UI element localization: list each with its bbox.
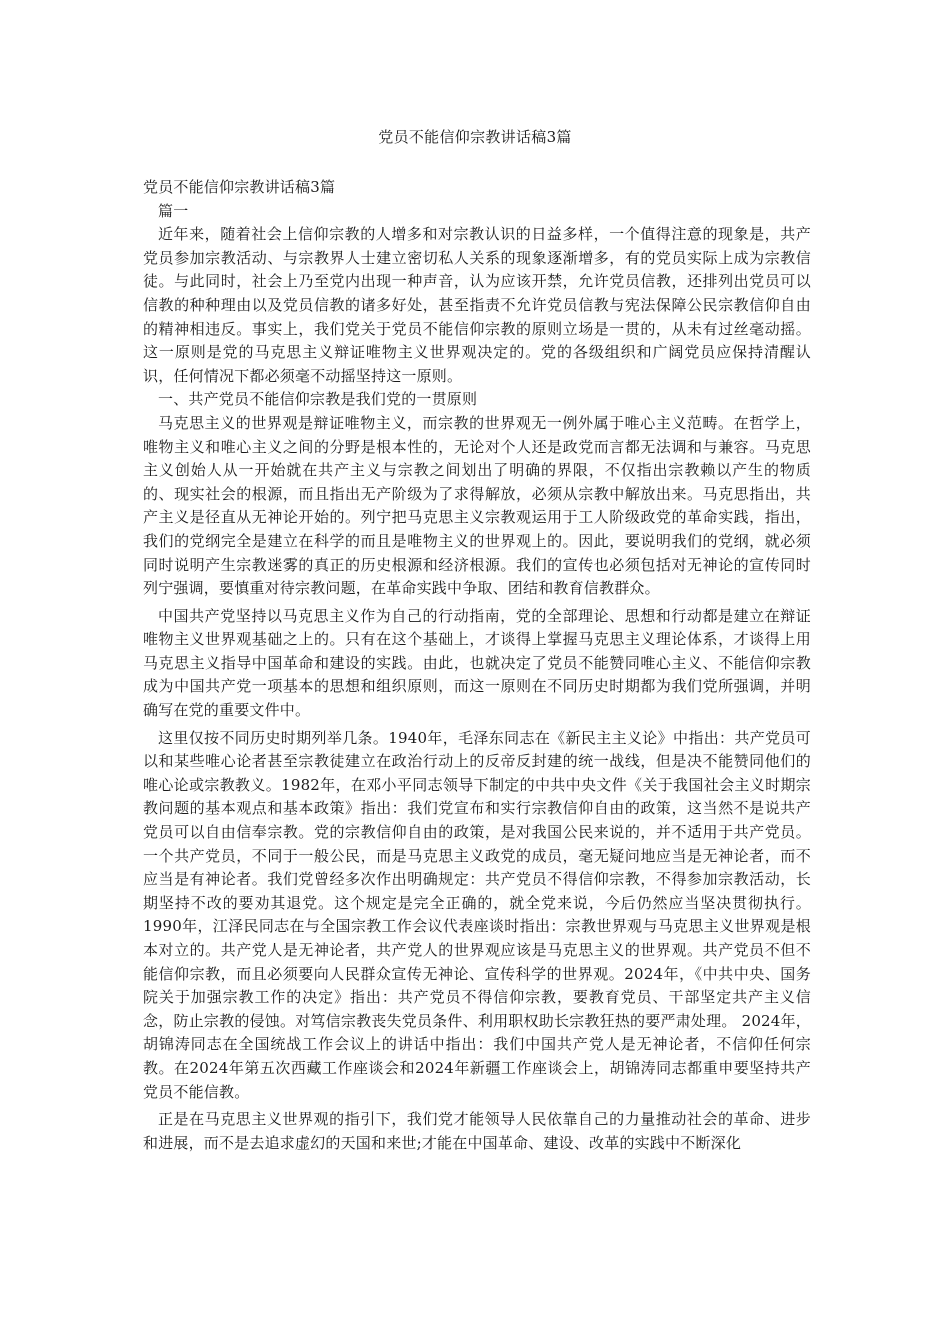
paragraph-party-guidance: 中国共产党坚持以马克思主义作为自己的行动指南，党的全部理论、思想和行动都是建立在辩证唯物主义世界观基础之上的。只有在这个基础上，才谈得上掌握马克思主义理论体系，才谈得上用马克思主义指导中国革命和建设的实践。由此，也就决定了党员不能赞同唯心主义、不能信仰宗教成为中国共产党一项基本的思想和组织原则，而这一原则在不同历史时期都为我们党所强调，并明确写在党的重要文件中。 — [143, 606, 811, 720]
section-heading: 一、共产党员不能信仰宗教是我们党的一贯原则 — [158, 390, 478, 409]
document-body — [143, 176, 811, 1155]
section-label: 篇一 — [158, 201, 189, 220]
document-title: 党员不能信仰宗教讲话稿3篇 — [378, 128, 572, 146]
document-subtitle: 党员不能信仰宗教讲话稿3篇 — [143, 178, 336, 196]
paragraph-history: 这里仅按不同历史时期列举几条。1940年，毛泽东同志在《新民主主义论》中指出：共产党员可以和某些唯心论者甚至宗教徒建立在政治行动上的反帝反封建的统一战线，但是决不能赞同他们的唯心论或宗教教义。1982年，在邓小平同志领导下制定的中共中央文件《关于我国社会主义时期宗教问题的基本观点和基本政策》指出：我们党宣布和实行宗教信仰自由的政策，这当然不是说共产党员可以自由信奉宗教。党的宗教信仰自由的政策，是对我国公民来说的，并不适用于共产党员。一个共产党员，不同于一般公民，而是马克思主义政党的成员，毫无疑问地应当是无神论者，而不应当是有神论者。我们党曾经多次作出明确规定：共产党员不得信仰宗教，不得参加宗教活动，长期坚持不改的要劝其退党。这个规定是完全正确的，就全党来说，今后仍然应当坚决贯彻执行。1990年，江泽民同志在与全国宗教工作会议代表座谈时指出：宗教世界观与马克思主义世界观是根本对立的。共产党人是无神论者，共产党人的世界观应该是马克思主义的世界观。共产党员不但不能信仰宗教，而且必须要向人民群众宣传无神论、宣传科学的世界观。2024年，《中共中央、国务院关于加强宗教工作的决定》指出：共产党员不得信仰宗教，要教育党员、干部坚定共产主义信念，防止宗教的侵蚀。对笃信宗教丧失党员条件、利用职权助长宗教狂热的要严肃处理。 2024年，胡锦涛同志在全国统战工作会议上的讲话中指出：我们中国共产党人是无神论者，不信仰任何宗教。在2024年第五次西藏工作座谈会和2024年新疆工作座谈会上，胡锦涛同志都重申要坚持共产党员不能信教。 — [143, 728, 811, 1101]
paragraph-conclusion: 正是在马克思主义世界观的指引下，我们党才能领导人民依靠自己的力量推动社会的革命、进步和进展，而不是去追求虚幻的天国和来世;才能在中国革命、建设、改革的实践中不断深化 — [143, 1110, 811, 1152]
paragraph-intro: 近年来，随着社会上信仰宗教的人增多和对宗教认识的日益多样，一个值得注意的现象是，共产党员参加宗教活动、与宗教界人士建立密切私人关系的现象逐渐增多，有的党员实际上成为宗教信徒。与此同时，社会上乃至党内出现一种声音，认为应该开禁，允许党员信教，还排列出党员可以信教的种种理由以及党员信教的诸多好处，甚至指责不允许党员信教与宪法保障公民宗教信仰自由的精神相违反。事实上，我们党关于党员不能信仰宗教的原则立场是一贯的，从未有过丝毫动摇。这一原则是党的马克思主义辩证唯物主义世界观决定的。党的各级组织和广阔党员应保持清醒认识，任何情况下都必须毫不动摇坚持这一原则。 — [143, 225, 811, 385]
paragraph-worldview: 马克思主义的世界观是辩证唯物主义，而宗教的世界观无一例外属于唯心主义范畴。在哲学上，唯物主义和唯心主义之间的分野是根本性的，无论对个人还是政党而言都无法调和与兼容。马克思主义创始人从一开始就在共产主义与宗教之间划出了明确的界限，不仅指出宗教赖以产生的物质的、现实社会的根源，而且指出无产阶级为了求得解放，必须从宗教中解放出来。马克思指出，共产主义是径直从无神论开始的。列宁把马克思主义宗教观运用于工人阶级政党的革命实践，指出，我们的党纲完全是建立在科学的而且是唯物主义的世界观上的。因此，要说明我们的党纲，就必须同时说明产生宗教迷雾的真正的历史根源和经济根源。我们的宣传也必须包括对无神论的宣传同时列宁强调，要慎重对待宗教问题，在革命实践中争取、团结和教育信教群众。 — [143, 413, 811, 598]
